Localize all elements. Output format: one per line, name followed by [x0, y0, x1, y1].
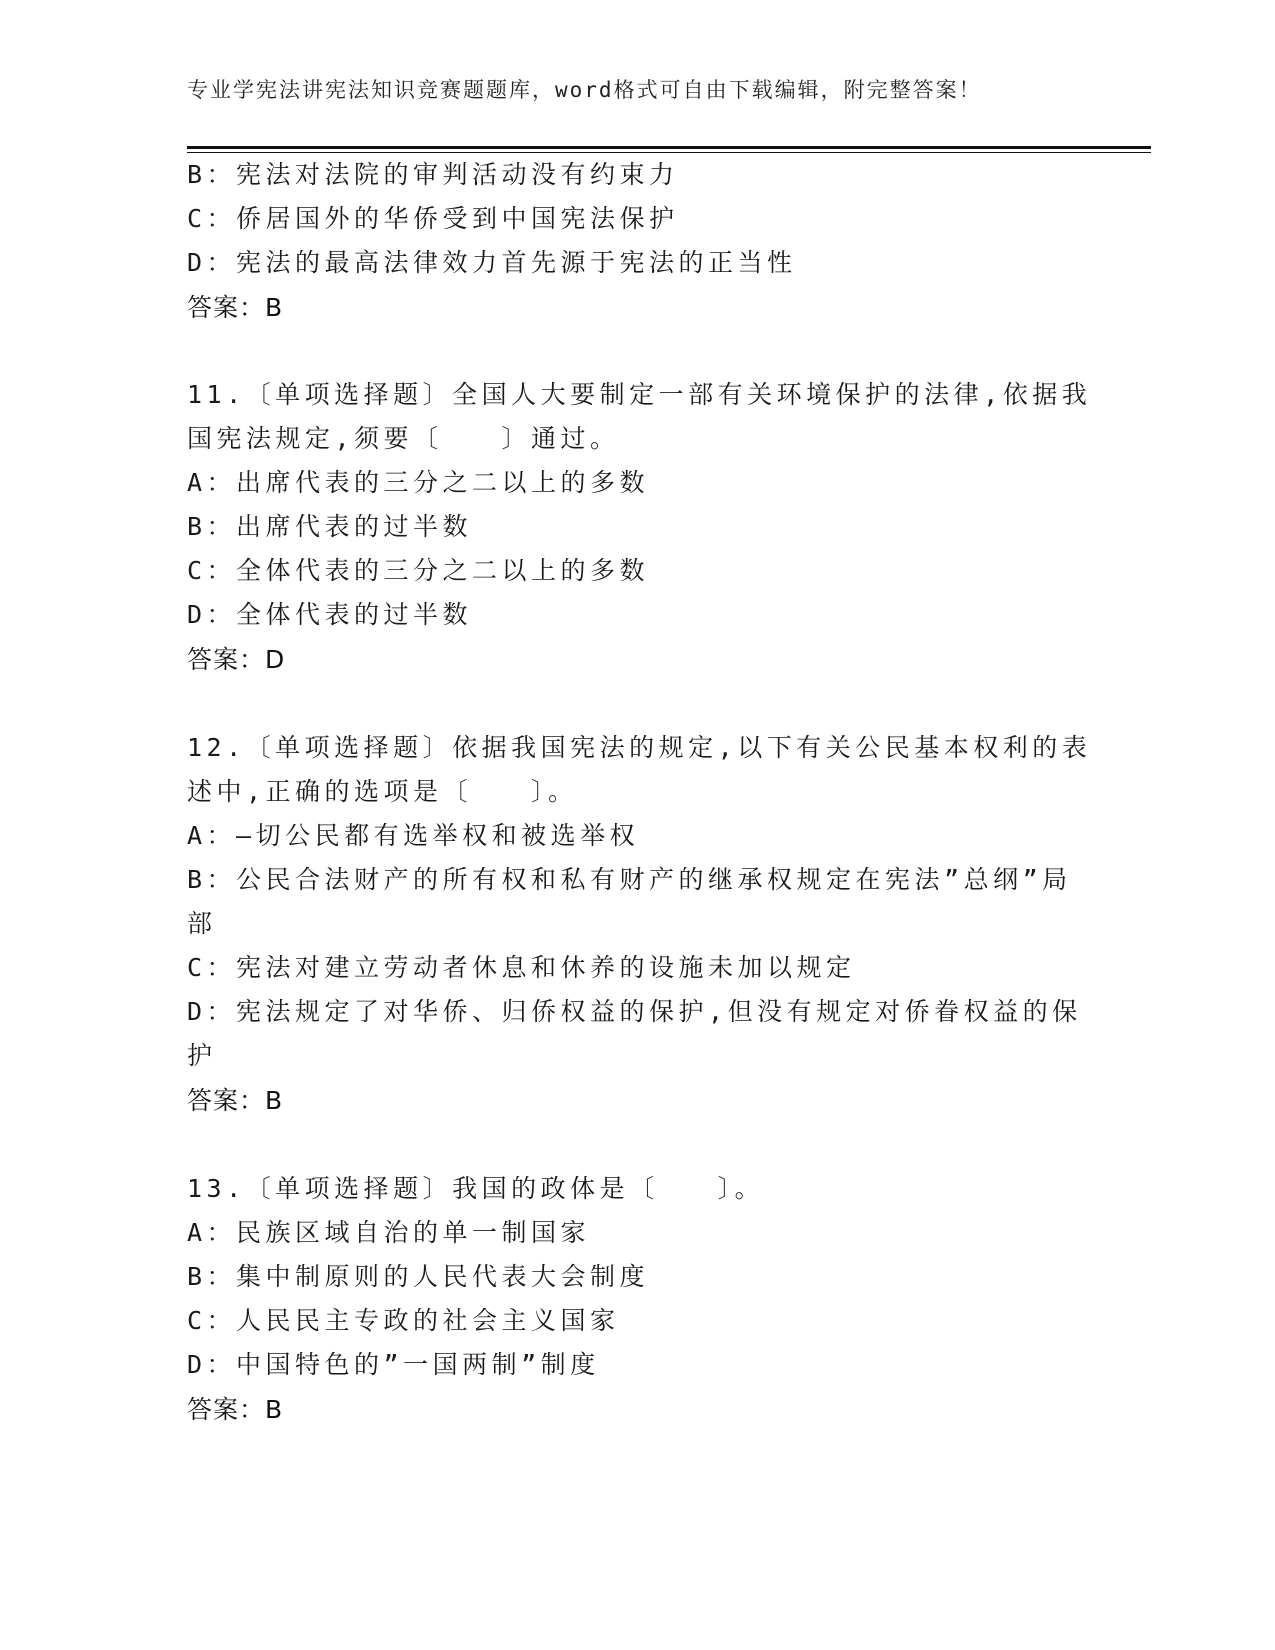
q11-option-d: D：全体代表的过半数	[187, 600, 473, 629]
q11-option-b: B：出席代表的过半数	[187, 512, 473, 541]
header-rule-thick	[187, 146, 1151, 149]
q13-option-b: B：集中制原则的人民代表大会制度	[187, 1262, 650, 1291]
q10-option-d: D：宪法的最高法律效力首先源于宪法的正当性	[187, 248, 797, 277]
q12-option-b-line1: B：公民合法财产的所有权和私有财产的继承权规定在宪法”总纲”局	[187, 865, 1072, 894]
q11-option-c: C：全体代表的三分之二以上的多数	[187, 556, 650, 585]
q13-option-a: A：民族区域自治的单一制国家	[187, 1218, 591, 1247]
q10-answer: 答案：B	[187, 293, 284, 322]
q12-option-d-line2: 护	[187, 1041, 217, 1070]
q12-option-b-line2: 部	[187, 909, 217, 938]
q12-option-a: A：—切公民都有选举权和被选举权	[187, 821, 640, 850]
document-header: 专业学宪法讲宪法知识竞赛题题库，word格式可自由下载编辑，附完整答案！	[187, 78, 982, 102]
q13-option-d: D：中国特色的”一国两制”制度	[187, 1350, 600, 1379]
q12-stem-line1: 12.〔单项选择题〕依据我国宪法的规定,以下有关公民基本权利的表	[187, 733, 1092, 762]
q12-stem-line2: 述中,正确的选项是〔 〕。	[187, 777, 578, 806]
q12-option-c: C：宪法对建立劳动者休息和休养的设施未加以规定	[187, 953, 856, 982]
q13-option-c: C：人民民主专政的社会主义国家	[187, 1306, 620, 1335]
q13-answer: 答案：B	[187, 1395, 284, 1424]
q11-option-a: A：出席代表的三分之二以上的多数	[187, 468, 650, 497]
q13-stem: 13.〔单项选择题〕我国的政体是〔 〕。	[187, 1174, 765, 1203]
header-rule-thin	[187, 152, 1151, 153]
q12-answer: 答案：B	[187, 1086, 284, 1115]
q11-answer: 答案：D	[187, 645, 286, 674]
q10-option-b: B：宪法对法院的审判活动没有约束力	[187, 160, 679, 189]
q10-option-c: C：侨居国外的华侨受到中国宪法保护	[187, 204, 679, 233]
q11-stem-line1: 11.〔单项选择题〕全国人大要制定一部有关环境保护的法律,依据我	[187, 380, 1092, 409]
q11-stem-line2: 国宪法规定,须要〔 〕通过。	[187, 424, 620, 453]
q12-option-d-line1: D：宪法规定了对华侨、归侨权益的保护,但没有规定对侨眷权益的保	[187, 997, 1082, 1026]
